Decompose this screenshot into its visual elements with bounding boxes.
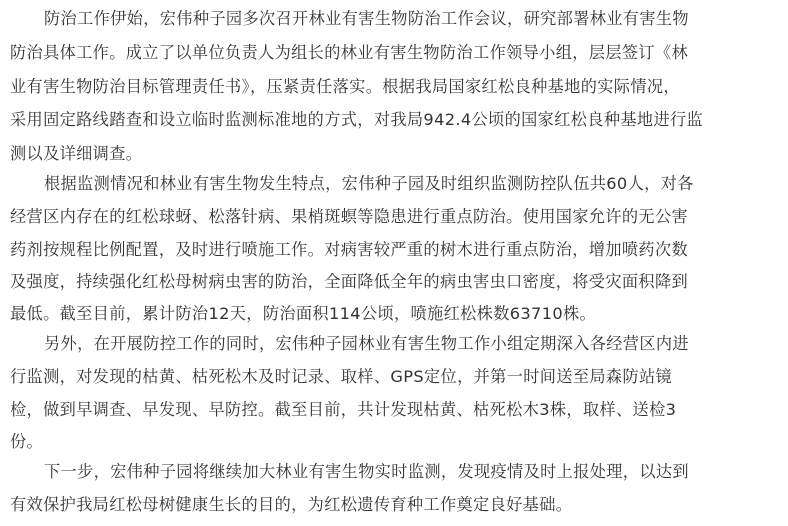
paragraph-1-line-2: 防治具体工作。成立了以单位负责人为组长的林业有害生物防治工作领导小组，层层签订《林 [10, 43, 689, 62]
paragraph-3-line-2: 行监测，对发现的枯黄、枯死松木及时记录、取样、GPS定位，并第一时间送至局森防站镜 [10, 367, 673, 386]
paragraph-2-line-3: 药剂按规程比例配置，及时进行喷施工作。对病害较严重的树木进行重点防治，增加喷药次数 [10, 240, 689, 259]
paragraph-3-line-4: 份。 [10, 432, 44, 451]
paragraph-2-line-4: 及强度，持续强化红松母树病虫害的防治，全面降低全年的病虫害虫口密度，将受灾面积降到 [10, 272, 689, 291]
paragraph-3-line-3: 检，做到早调查、早发现、早防控。截至目前，共计发现枯黄、枯死松木3株，取样、送检3 [10, 400, 677, 419]
paragraph-2-line-1: 根据监测情况和林业有害生物发生特点，宏伟种子园及时组织监测防控队伍共60人，对各 [44, 174, 694, 193]
paragraph-2-line-2: 经营区内存在的红松球蚜、松落针病、果梢斑螟等隐患进行重点防治。使用国家允许的无公害 [10, 207, 689, 226]
paragraph-2-line-5: 最低。截至目前，累计防治12天，防治面积114公顷，喷施红松株数63710株。 [10, 304, 597, 323]
paragraph-3-line-1: 另外，在开展防控工作的同时，宏伟种子园林业有害生物工作小组定期深入各经营区内进 [44, 334, 689, 353]
paragraph-4-line-2: 有效保护我局红松母树健康生长的目的，为红松遗传育种工作奠定良好基础。 [10, 495, 573, 514]
paragraph-1-line-4: 采用固定路线踏查和设立临时监测标准地的方式，对我局942.4公顷的国家红松良种基地进行监 [10, 110, 704, 129]
paragraph-4-line-1: 下一步，宏伟种子园将继续加大林业有害生物实时监测，发现疫情及时上报处理，以达到 [44, 462, 689, 481]
paragraph-1-line-3: 业有害生物防治目标管理责任书》，压紧责任落实。根据我局国家红松良种基地的实际情况， [10, 77, 680, 96]
paragraph-1-line-1: 防治工作伊始，宏伟种子园多次召开林业有害生物防治工作会议，研究部署林业有害生物 [44, 9, 689, 28]
paragraph-1-line-5: 测以及详细调查。 [10, 144, 143, 163]
